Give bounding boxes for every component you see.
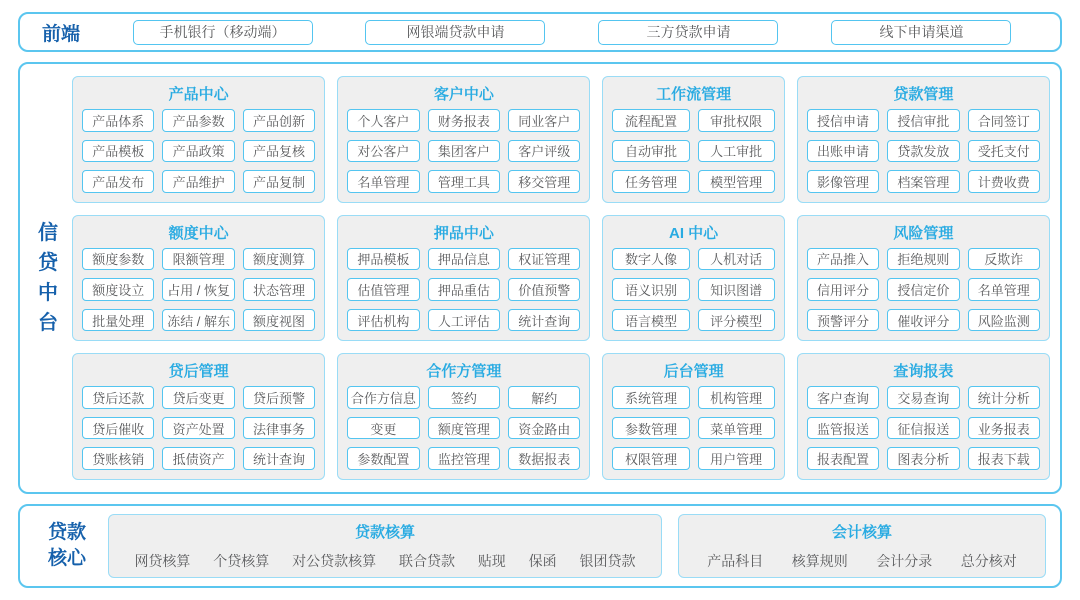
- module-chip-grid: [347, 248, 580, 332]
- module-chip[interactable]: 同业客户: [508, 109, 580, 132]
- frontend-bar: [18, 12, 1062, 52]
- module-chip[interactable]: 授信定价: [887, 278, 959, 301]
- module-chip[interactable]: 用户管理: [698, 447, 775, 470]
- module-chip[interactable]: 贷后还款: [82, 386, 154, 409]
- module-chip[interactable]: 拒绝规则: [887, 248, 959, 271]
- middle-platform-label: 信贷中台: [38, 222, 58, 334]
- core-item-label: 个贷核算: [213, 553, 270, 569]
- frontend-channel-list: [106, 20, 1038, 45]
- module-chip[interactable]: 档案管理: [887, 170, 959, 193]
- module-chip[interactable]: 信用评分: [807, 278, 879, 301]
- core-item-label: 联合贷款: [398, 553, 455, 569]
- module-chip[interactable]: 人机对话: [698, 248, 775, 271]
- module-chip[interactable]: 贷后预警: [243, 386, 315, 409]
- module-chip[interactable]: 合作方信息: [347, 386, 419, 409]
- module-chip[interactable]: 名单管理: [347, 170, 419, 193]
- module-chip[interactable]: 占用 / 恢复: [162, 278, 234, 301]
- module-chip[interactable]: 贷账核销: [82, 447, 154, 470]
- module-chip[interactable]: 个人客户: [347, 109, 419, 132]
- frontend-channel-button[interactable]: 网银端贷款申请: [365, 20, 545, 45]
- module-chip[interactable]: 图表分析: [887, 447, 959, 470]
- module-chip[interactable]: 贷后催收: [82, 417, 154, 440]
- module-chip[interactable]: 受托支付: [968, 140, 1040, 163]
- module-group: [337, 76, 590, 203]
- frontend-label: 前端: [42, 23, 81, 45]
- module-chip[interactable]: 押品信息: [428, 248, 500, 271]
- module-chip[interactable]: 系统管理: [612, 386, 689, 409]
- module-group-title: AI 中心: [669, 224, 719, 242]
- module-chip[interactable]: 自动审批: [612, 140, 689, 163]
- module-chip[interactable]: 额度测算: [243, 248, 315, 271]
- module-chip-grid: [82, 109, 315, 193]
- module-chip[interactable]: 授信审批: [887, 109, 959, 132]
- module-chip[interactable]: 财务报表: [428, 109, 500, 132]
- module-chip[interactable]: 业务报表: [968, 417, 1040, 440]
- module-chip-grid: [807, 109, 1040, 193]
- module-group-title: 合作方管理: [426, 363, 502, 381]
- module-group-title: 押品中心: [433, 224, 494, 242]
- core-section-list: [108, 514, 1046, 578]
- module-chip[interactable]: 额度参数: [82, 248, 154, 271]
- module-chip[interactable]: 机构管理: [698, 386, 775, 409]
- module-group: [72, 76, 325, 203]
- module-chip[interactable]: 数据报表: [508, 447, 580, 470]
- module-chip[interactable]: 价值预警: [508, 278, 580, 301]
- core-item-label: 核算规则: [791, 553, 848, 569]
- module-group: [337, 215, 590, 342]
- module-chip[interactable]: 集团客户: [428, 140, 500, 163]
- core-item-label: 贴现: [477, 553, 506, 569]
- module-chip[interactable]: 数字人像: [612, 248, 689, 271]
- module-chip[interactable]: 人工评估: [428, 309, 500, 332]
- module-chip[interactable]: 额度设立: [82, 278, 154, 301]
- core-section: [678, 514, 1046, 578]
- module-chip[interactable]: 统计分析: [968, 386, 1040, 409]
- loan-core-label: 贷款 核心: [48, 522, 87, 569]
- module-chip[interactable]: 变更: [347, 417, 419, 440]
- module-chip[interactable]: 权限管理: [612, 447, 689, 470]
- module-chip-grid: [612, 248, 774, 332]
- module-chip[interactable]: 交易查询: [887, 386, 959, 409]
- core-section: [108, 514, 662, 578]
- module-chip[interactable]: 反欺诈: [968, 248, 1040, 271]
- module-group-title: 风险管理: [893, 224, 954, 242]
- module-chip[interactable]: 征信报送: [887, 417, 959, 440]
- module-chip-grid: [82, 386, 315, 470]
- module-chip[interactable]: 参数管理: [612, 417, 689, 440]
- module-chip[interactable]: 客户查询: [807, 386, 879, 409]
- module-group: [602, 76, 784, 203]
- module-chip-grid: [807, 248, 1040, 332]
- module-chip[interactable]: 产品参数: [162, 109, 234, 132]
- module-chip[interactable]: 风险监测: [968, 309, 1040, 332]
- module-chip[interactable]: 产品创新: [243, 109, 315, 132]
- core-section-title: 会计核算: [831, 524, 892, 541]
- module-chip[interactable]: 产品体系: [82, 109, 154, 132]
- core-item-label: 总分核对: [960, 553, 1017, 569]
- module-chip[interactable]: 产品发布: [82, 170, 154, 193]
- module-group-title: 产品中心: [168, 86, 229, 103]
- module-chip[interactable]: 冻结 / 解东: [162, 309, 234, 332]
- module-group-title: 工作流管理: [656, 86, 732, 103]
- module-chip-grid: [82, 248, 315, 332]
- module-chip[interactable]: 出账申请: [807, 140, 879, 163]
- module-chip[interactable]: 客户评级: [508, 140, 580, 163]
- module-chip[interactable]: 批量处理: [82, 309, 154, 332]
- module-group: [797, 76, 1050, 203]
- module-chip[interactable]: 催收评分: [887, 309, 959, 332]
- middle-platform-panel: [18, 62, 1062, 494]
- module-group-title: 额度中心: [168, 224, 229, 242]
- module-group: [72, 353, 325, 480]
- module-chip[interactable]: 监管报送: [807, 417, 879, 440]
- module-chip[interactable]: 贷后变更: [162, 386, 234, 409]
- module-chip[interactable]: 法律事务: [243, 417, 315, 440]
- module-chip[interactable]: 产品复核: [243, 140, 315, 163]
- module-chip[interactable]: 评分模型: [698, 309, 775, 332]
- module-chip[interactable]: 额度视图: [243, 309, 315, 332]
- module-chip[interactable]: 评估机构: [347, 309, 419, 332]
- frontend-channel-button[interactable]: 三方贷款申请: [598, 20, 778, 45]
- core-item-label: 网贷核算: [134, 553, 191, 569]
- module-chip-grid: [612, 386, 774, 470]
- module-chip[interactable]: 产品复制: [243, 170, 315, 193]
- module-chip[interactable]: 额度管理: [428, 417, 500, 440]
- module-chip[interactable]: 资产处置: [162, 417, 234, 440]
- module-chip[interactable]: 统计查询: [243, 447, 315, 470]
- module-chip[interactable]: 押品重估: [428, 278, 500, 301]
- module-chip[interactable]: 影像管理: [807, 170, 879, 193]
- module-chip-grid: [347, 109, 580, 193]
- core-item-row: [123, 551, 647, 571]
- module-chip[interactable]: 权证管理: [508, 248, 580, 271]
- module-chip[interactable]: 报表配置: [807, 447, 879, 470]
- module-chip[interactable]: 解约: [508, 386, 580, 409]
- core-section-title: 贷款核算: [354, 524, 415, 541]
- module-chip[interactable]: 菜单管理: [698, 417, 775, 440]
- module-chip[interactable]: 移交管理: [508, 170, 580, 193]
- loan-core-bar: [18, 504, 1062, 588]
- module-chip[interactable]: 押品模板: [347, 248, 419, 271]
- module-chip[interactable]: 状态管理: [243, 278, 315, 301]
- module-group: [337, 353, 590, 480]
- module-chip[interactable]: 流程配置: [612, 109, 689, 132]
- core-item-label: 会计分录: [876, 553, 933, 569]
- module-chip-grid: [807, 386, 1040, 470]
- module-chip[interactable]: 语义识别: [612, 278, 689, 301]
- module-chip[interactable]: 模型管理: [698, 170, 775, 193]
- module-chip[interactable]: 产品维护: [162, 170, 234, 193]
- module-group: [797, 353, 1050, 480]
- module-chip[interactable]: 贷款发放: [887, 140, 959, 163]
- module-group: [72, 215, 325, 342]
- module-chip[interactable]: 资金路由: [508, 417, 580, 440]
- frontend-channel-button[interactable]: 线下申请渠道: [831, 20, 1011, 45]
- module-chip[interactable]: 抵债资产: [162, 447, 234, 470]
- module-chip[interactable]: 名单管理: [968, 278, 1040, 301]
- module-chip[interactable]: 产品政策: [162, 140, 234, 163]
- module-chip[interactable]: 参数配置: [347, 447, 419, 470]
- module-chip[interactable]: 合同签订: [968, 109, 1040, 132]
- module-chip[interactable]: 对公客户: [347, 140, 419, 163]
- module-group: [797, 215, 1050, 342]
- module-chip[interactable]: 任务管理: [612, 170, 689, 193]
- module-group-grid: [72, 76, 1050, 480]
- module-group-title: 查询报表: [893, 363, 954, 381]
- module-group: [602, 215, 784, 342]
- module-chip[interactable]: 知识图谱: [698, 278, 775, 301]
- module-chip[interactable]: 产品模板: [82, 140, 154, 163]
- module-group-title: 贷款管理: [893, 86, 954, 103]
- module-chip[interactable]: 人工审批: [698, 140, 775, 163]
- module-chip[interactable]: 估值管理: [347, 278, 419, 301]
- module-group: [602, 353, 784, 480]
- module-chip[interactable]: 签约: [428, 386, 500, 409]
- module-chip[interactable]: 管理工具: [428, 170, 500, 193]
- core-item-label: 银团贷款: [579, 553, 636, 569]
- frontend-channel-button[interactable]: 手机银行（移动端）: [133, 20, 313, 45]
- module-group-title: 贷后管理: [168, 363, 229, 381]
- module-chip[interactable]: 限额管理: [162, 248, 234, 271]
- module-chip[interactable]: 计费收费: [968, 170, 1040, 193]
- module-chip[interactable]: 语言模型: [612, 309, 689, 332]
- module-chip[interactable]: 授信申请: [807, 109, 879, 132]
- module-chip[interactable]: 预警评分: [807, 309, 879, 332]
- module-chip-grid: [612, 109, 774, 193]
- module-chip-grid: [347, 386, 580, 470]
- module-chip[interactable]: 监控管理: [428, 447, 500, 470]
- module-group-title: 客户中心: [433, 86, 494, 103]
- module-group-title: 后台管理: [663, 363, 724, 381]
- module-chip[interactable]: 统计查询: [508, 309, 580, 332]
- module-chip[interactable]: 产品推入: [807, 248, 879, 271]
- core-item-row: [693, 551, 1031, 571]
- module-chip[interactable]: 审批权限: [698, 109, 775, 132]
- module-chip[interactable]: 报表下载: [968, 447, 1040, 470]
- core-item-label: 产品科目: [707, 553, 764, 569]
- core-item-label: 保函: [528, 553, 557, 569]
- core-item-label: 对公贷款核算: [292, 553, 377, 569]
